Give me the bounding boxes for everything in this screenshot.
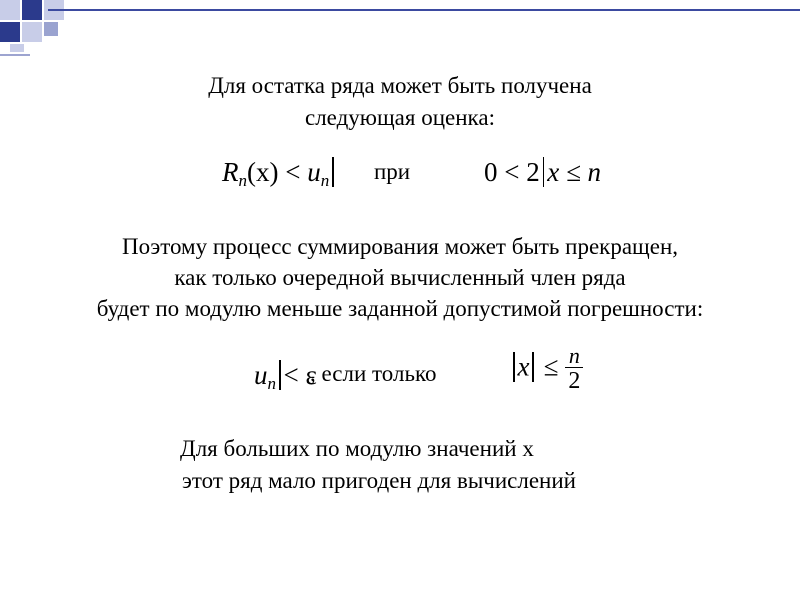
abs-bar-close	[532, 352, 534, 382]
less-than-epsilon: < ε	[283, 360, 317, 390]
condition-left: 0 < 2	[484, 157, 540, 187]
condition-inequality	[484, 157, 601, 188]
less-equal-sign: ≤	[543, 351, 559, 382]
term-subscript: n	[320, 171, 330, 190]
remainder-inequality	[222, 157, 337, 191]
abs-bar	[332, 157, 334, 187]
abs-bar-left	[543, 157, 545, 187]
fraction-numerator: n	[568, 343, 580, 368]
condition-right: ≤ n	[565, 157, 602, 187]
stop-criterion	[254, 360, 317, 394]
abs-bar-right	[279, 360, 281, 390]
stop-text-line-1: Поэтому процесс суммирования может быть прекращен,	[121, 234, 679, 259]
x-bound-inequality	[510, 345, 583, 394]
n-over-2-fraction	[565, 345, 583, 394]
bound-x: x	[517, 351, 530, 382]
remainder-subscript: n	[238, 171, 247, 190]
stop-text-line-3: будет по модулю меньше заданной допустимой погрешности:	[96, 296, 704, 321]
remainder-symbol: R	[222, 157, 239, 187]
term-symbol: u	[307, 157, 321, 187]
condition-x: x	[547, 157, 560, 187]
estimate-intro-line-1: Для остатка ряда может быть получена	[208, 73, 592, 98]
connector-pri: при	[374, 159, 411, 184]
conclusion-line-2: этот ряд мало пригоден для вычислений	[182, 468, 576, 493]
stop-text-line-2: как только очередной вычисленный член ряда	[174, 265, 626, 290]
connector-esli-tolko: , если только	[310, 361, 437, 386]
conclusion-line-1: Для больших по модулю значений x	[180, 436, 534, 461]
remainder-argument: (x)	[247, 157, 279, 187]
less-than-sign: <	[285, 157, 301, 187]
decorative-header-pattern	[0, 0, 800, 60]
term-u: u	[254, 360, 268, 390]
term-u-subscript: n	[267, 374, 276, 393]
fraction-denominator: 2	[565, 367, 583, 394]
estimate-intro-line-2: следующая оценка:	[305, 105, 495, 130]
abs-bar-open	[513, 352, 515, 382]
